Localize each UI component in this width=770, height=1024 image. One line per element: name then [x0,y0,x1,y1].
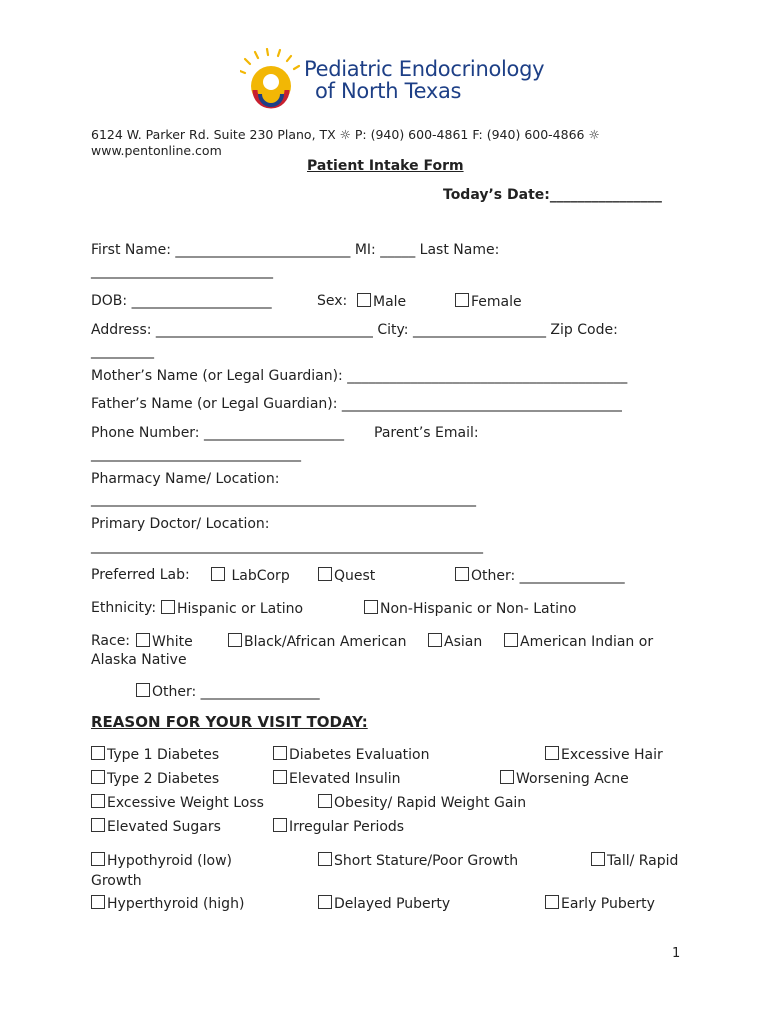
checkbox-icon[interactable] [545,895,559,909]
checkbox-icon[interactable] [228,633,242,647]
reason-elevated-sugars-option[interactable]: Elevated Sugars [91,818,221,835]
reason-tall-option[interactable]: Tall/ Rapid [591,852,678,869]
checkbox-icon[interactable] [364,600,378,614]
reason-growth-label: Growth [91,873,142,889]
lab-other-option[interactable]: Other: _______________ [455,567,625,584]
sun-logo-icon [240,48,302,110]
ethnicity-label: Ethnicity: [91,600,157,616]
preferred-lab-label: Preferred Lab: [91,567,190,583]
race-asian-option[interactable]: Asian [428,633,482,650]
checkbox-icon[interactable] [455,567,469,581]
checkbox-icon[interactable] [91,794,105,808]
checkbox-icon[interactable] [91,746,105,760]
reason-excessive-weight-option[interactable]: Excessive Weight Loss [91,794,264,811]
parent-email-line[interactable]: ______________________________ [91,446,301,462]
mother-name-field[interactable]: Mother’s Name (or Legal Guardian): ________________________________________ [91,368,628,384]
last-name-line[interactable]: __________________________ [91,263,273,279]
reason-short-stature-option[interactable]: Short Stature/Poor Growth [318,852,518,869]
ethnicity-hispanic-option[interactable]: Hispanic or Latino [161,600,303,617]
contact-website: www.pentonline.com [91,143,222,158]
reason-diabetes-eval-option[interactable]: Diabetes Evaluation [273,746,429,763]
pharmacy-line[interactable]: _______________________________________________________ [91,491,476,507]
contact-address-phone: 6124 W. Parker Rd. Suite 230 Plano, TX ☼ P: (940) 600-4861 F: (940) 600-4866 ☼ [91,127,600,142]
primary-doctor-label: Primary Doctor/ Location: [91,516,270,532]
reason-type2-option[interactable]: Type 2 Diabetes [91,770,219,787]
race-label: Race: [91,633,131,649]
form-title: Patient Intake Form [307,158,464,174]
checkbox-icon[interactable] [273,770,287,784]
dob-field[interactable]: DOB: ____________________ [91,293,272,309]
checkbox-icon[interactable] [318,895,332,909]
checkbox-icon[interactable] [318,794,332,808]
father-name-field[interactable]: Father’s Name (or Legal Guardian): ________________________________________ [91,396,622,412]
checkbox-icon[interactable] [455,293,469,307]
reason-hypothyroid-option[interactable]: Hypothyroid (low) [91,852,232,869]
todays-date-field[interactable]: Today’s Date:________________ [443,187,662,203]
reason-worsening-acne-option[interactable]: Worsening Acne [500,770,629,787]
checkbox-icon[interactable] [273,818,287,832]
reason-excessive-hair-option[interactable]: Excessive Hair [545,746,663,763]
checkbox-icon[interactable] [318,852,332,866]
sex-female-option[interactable]: Female [455,293,522,310]
parent-email-label: Parent’s Email: [374,425,479,441]
checkbox-icon[interactable] [318,567,332,581]
checkbox-icon[interactable] [91,852,105,866]
first-name-field[interactable]: First Name: _________________________ MI: _____ Last Name: [91,242,500,258]
checkbox-icon[interactable] [591,852,605,866]
reason-obesity-option[interactable]: Obesity/ Rapid Weight Gain [318,794,526,811]
address-field[interactable]: Address: _______________________________ City: ___________________ Zip Code: [91,322,618,338]
race-black-option[interactable]: Black/African American [228,633,406,650]
reason-irregular-periods-option[interactable]: Irregular Periods [273,818,404,835]
checkbox-icon[interactable] [273,746,287,760]
reason-early-puberty-option[interactable]: Early Puberty [545,895,655,912]
checkbox-icon[interactable] [136,633,150,647]
logo-line-2: of North Texas [315,79,462,103]
page-number: 1 [672,946,681,961]
checkbox-icon[interactable] [91,818,105,832]
checkbox-icon[interactable] [500,770,514,784]
pharmacy-label: Pharmacy Name/ Location: [91,471,280,487]
checkbox-icon[interactable] [161,600,175,614]
race-white-option[interactable]: White [136,633,193,650]
checkbox-icon[interactable] [428,633,442,647]
checkbox-icon[interactable] [136,683,150,697]
sex-label: Sex: [317,293,348,309]
checkbox-icon[interactable] [545,746,559,760]
checkbox-icon[interactable] [211,567,225,581]
reason-hyperthyroid-option[interactable]: Hyperthyroid (high) [91,895,244,912]
reason-heading: REASON FOR YOUR VISIT TODAY: [91,713,368,731]
lab-quest-option[interactable]: Quest [318,567,375,584]
checkbox-icon[interactable] [504,633,518,647]
lab-labcorp-option[interactable]: LabCorp [211,567,290,584]
ethnicity-non-hispanic-option[interactable]: Non-Hispanic or Non- Latino [364,600,576,617]
sex-male-option[interactable]: Male [357,293,406,310]
race-alaska-native-label: Alaska Native [91,652,187,668]
checkbox-icon[interactable] [357,293,371,307]
phone-number-field[interactable]: Phone Number: ____________________ [91,425,344,441]
reason-elevated-insulin-option[interactable]: Elevated Insulin [273,770,400,787]
reason-delayed-puberty-option[interactable]: Delayed Puberty [318,895,450,912]
checkbox-icon[interactable] [91,770,105,784]
logo-line-1: Pediatric Endocrinology [304,57,545,81]
zip-code-line[interactable]: _________ [91,343,154,359]
race-american-indian-option[interactable]: American Indian or [504,633,653,650]
checkbox-icon[interactable] [91,895,105,909]
race-other-option[interactable]: Other: _________________ [136,683,320,700]
primary-doctor-line[interactable]: ________________________________________________________ [91,538,483,554]
reason-type1-option[interactable]: Type 1 Diabetes [91,746,219,763]
